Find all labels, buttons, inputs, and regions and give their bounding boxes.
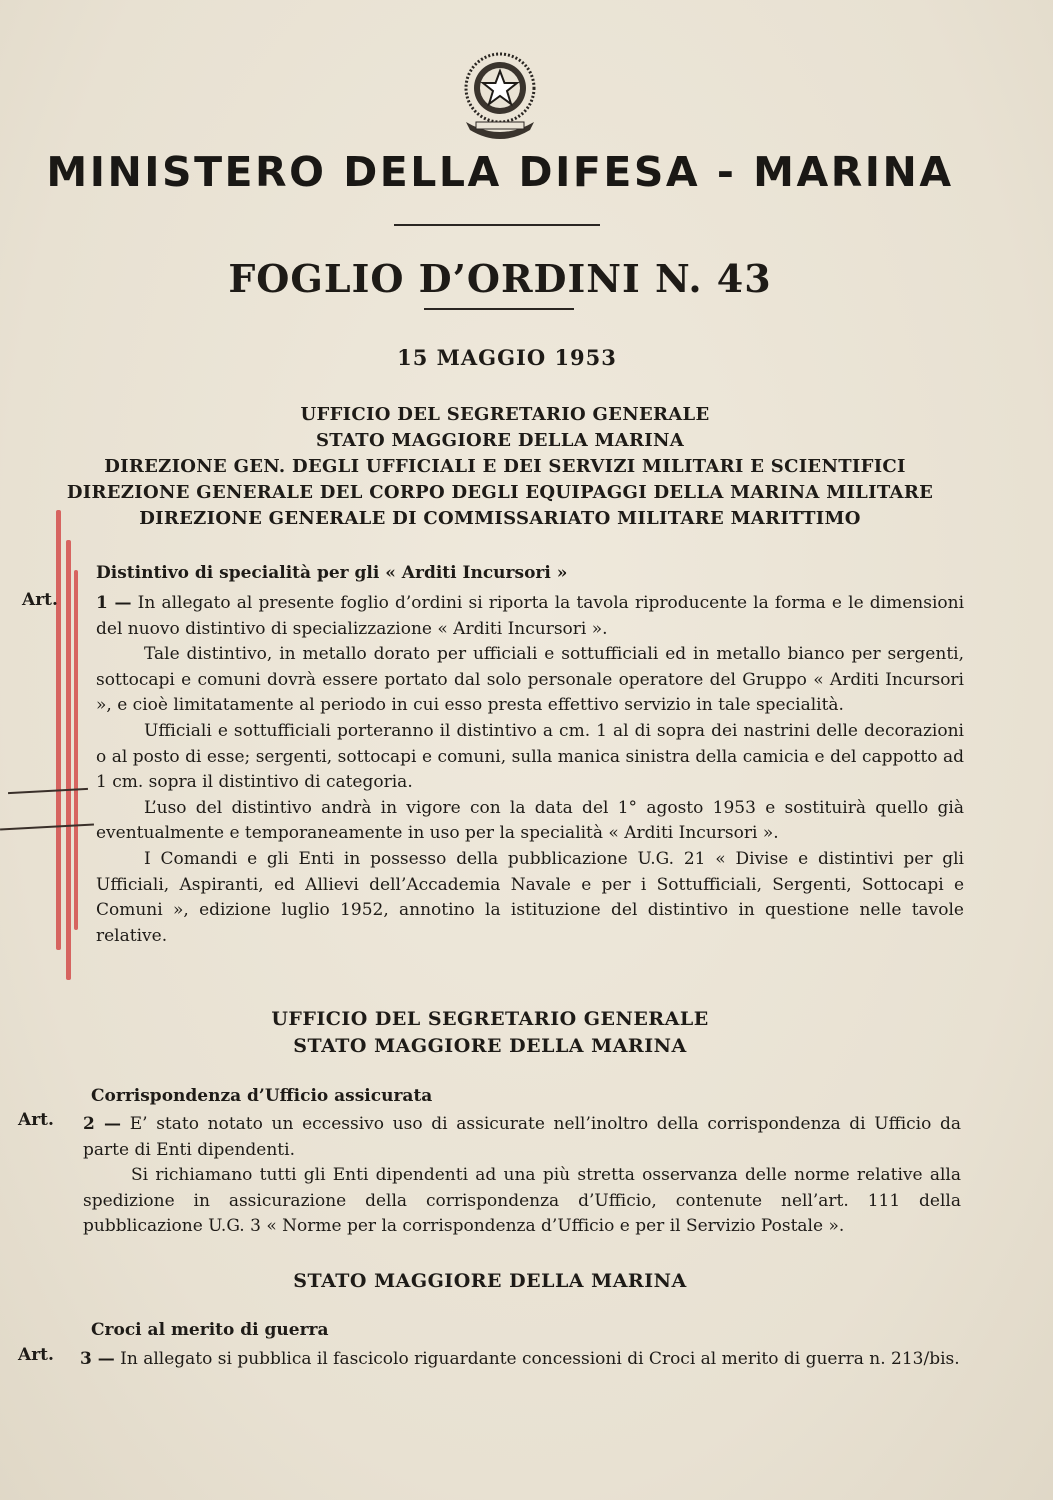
title-divider-top: [394, 224, 600, 226]
header-group-1: [0, 402, 1000, 532]
article-2-number: 2 —: [83, 1114, 122, 1134]
article-1-paragraph: In allegato al presente foglio d’ordini si riporta la tavola riproducente la forma e le dimensioni del nuovo distintivo di specializzazione « Arditi Incursori ».: [96, 593, 965, 639]
office-line: DIREZIONE GENERALE DI COMMISSARIATO MILITARE MARITTIMO: [139, 508, 861, 529]
office-line: UFFICIO DEL SEGRETARIO GENERALE: [300, 404, 710, 425]
article-2-paragraph: E’ stato notato un eccessivo uso di assicurate nell’inoltro della corrispondenza di Ufficio da parte di Enti dipendenti.: [83, 1114, 962, 1160]
article-2-body: [83, 1112, 961, 1240]
article-2-paragraph: Si richiamano tutti gli Enti dipendenti ad una più stretta osservanza delle norme relative alla spedizione in assicurazione della corrispondenza d’Ufficio, contenute nell’art. 111 della pubblicazione U.G. 3 « Norme per la corrispondenza d’Ufficio e per il Servizio Postale ».: [83, 1165, 961, 1237]
italian-republic-emblem-icon: [458, 50, 542, 142]
red-margin-mark: [66, 540, 71, 980]
office-line: STATO MAGGIORE DELLA MARINA: [293, 1035, 687, 1057]
article-1-paragraph: I Comandi e gli Enti in possesso della pubblicazione U.G. 21 « Divise e distintivi per gli Ufficiali, Aspiranti, ed Allievi dell’Accademia Navale e per i Sottufficiali, Sergenti, Sottocapi e Comuni », edizione luglio 1952, annotino la istituzione del distintivo in questione nelle tavole relative.: [96, 848, 964, 946]
office-line: DIREZIONE GENERALE DEL CORPO DEGLI EQUIPAGGI DELLA MARINA MILITARE: [66, 482, 934, 503]
office-line: DIREZIONE GEN. DEGLI UFFICIALI E DEI SERVIZI MILITARI E SCIENTIFICI: [104, 456, 906, 477]
document-title: FOGLIO D’ORDINI N. 43: [228, 256, 772, 301]
red-margin-mark: [56, 510, 61, 950]
article-1-paragraph: Tale distintivo, in metallo dorato per ufficiali e sottufficiali ed in metallo bianco per sergenti, sottocapi e comuni dovrà essere portato dal solo personale operatore del Gruppo « Arditi Incursori », e cioè limitatamente al periodo in cui esso presta effettivo servizio in tale specialità.: [96, 644, 964, 716]
office-line: STATO MAGGIORE DELLA MARINA: [315, 430, 685, 451]
article-1-number: 1 —: [96, 593, 132, 613]
document-date: 15 MAGGIO 1953: [397, 345, 617, 370]
article-3-number: 3 —: [80, 1349, 115, 1369]
article-3-label: Art.: [18, 1345, 54, 1365]
article-1-paragraph: L’uso del distintivo andrà in vigore con la data del 1° agosto 1953 e sostituirà quello già eventualmente e temporaneamente in uso per la specialità « Arditi Incursori ».: [96, 797, 964, 844]
article-3-body: [80, 1347, 972, 1373]
article-1-body: [96, 591, 964, 949]
article-2-label: Art.: [18, 1110, 54, 1130]
article-3-subtitle: Croci al merito di guerra: [91, 1320, 329, 1340]
title-divider-bottom: [424, 308, 574, 310]
ministry-title: MINISTERO DELLA DIFESA - MARINA: [46, 148, 954, 196]
article-1-label: Art.: [22, 590, 58, 610]
article-2-subtitle: Corrispondenza d’Ufficio assicurata: [91, 1086, 433, 1106]
pen-mark: [0, 824, 94, 831]
red-margin-mark: [74, 570, 78, 930]
header-group-3: [0, 1268, 980, 1295]
article-3-paragraph: In allegato si pubblica il fascicolo riguardante concessioni di Croci al merito di guerra n. 213/bis.: [120, 1349, 960, 1369]
article-1-subtitle: Distintivo di specialità per gli « Arditi Incursori »: [96, 563, 568, 583]
office-line: UFFICIO DEL SEGRETARIO GENERALE: [271, 1008, 709, 1030]
office-line: STATO MAGGIORE DELLA MARINA: [293, 1270, 687, 1292]
article-1-paragraph: Ufficiali e sottufficiali porteranno il distintivo a cm. 1 al di sopra dei nastrini delle decorazioni o al posto di esse; sergenti, sottocapi e comuni, sulla manica sinistra della camicia e del cappotto ad 1 cm. sopra il distintivo di categoria.: [96, 720, 964, 793]
header-group-2: [0, 1006, 980, 1060]
